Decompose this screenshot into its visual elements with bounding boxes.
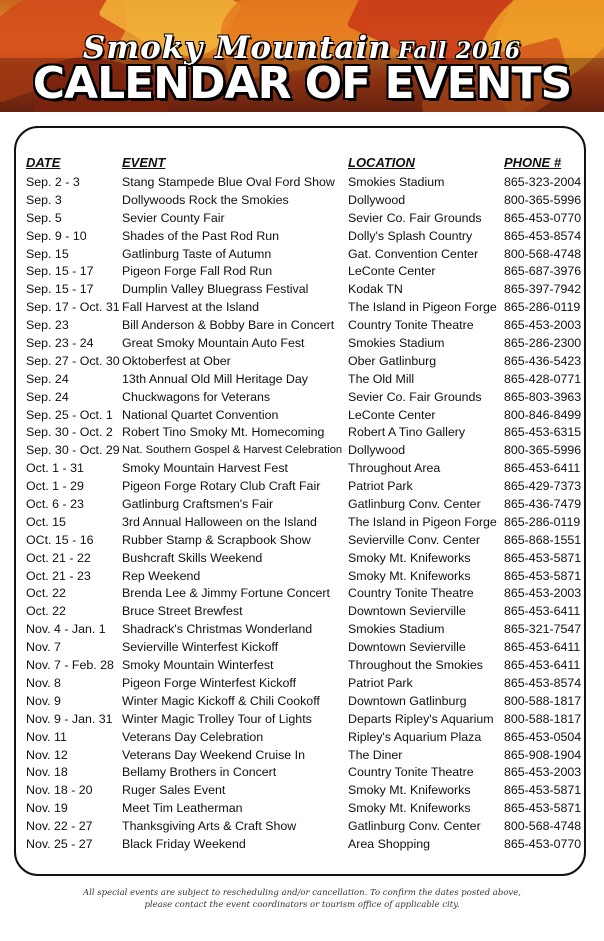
event-location: Dollywood (348, 192, 406, 207)
table-row (0, 675, 604, 693)
event-date: Nov. 25 - 27 (26, 836, 93, 851)
table-row (0, 657, 604, 675)
event-location: Gatlinburg Conv. Center (348, 497, 481, 512)
event-phone: 800-588-1817 (504, 711, 582, 726)
event-phone: 865-453-6411 (504, 461, 581, 476)
table-row (0, 389, 604, 407)
event-date: Sep. 24 (26, 371, 69, 386)
event-phone: 865-453-5871 (504, 550, 582, 565)
event-name: Bushcraft Skills Weekend (122, 550, 263, 565)
event-location: Throughout Area (348, 461, 441, 476)
table-row (0, 442, 604, 460)
event-phone: 865-453-6411 (504, 658, 581, 673)
event-name: Nat. Southern Gospel & Harvest Celebration (122, 444, 343, 457)
event-location: The Island in Pigeon Forge (348, 300, 497, 315)
event-date: Sep. 3 (26, 192, 62, 207)
title-smoky-mountain: Smoky Mountain (82, 30, 392, 66)
event-location: Smoky Mt. Knifeworks (348, 783, 471, 798)
event-location: Country Tonite Theatre (348, 765, 474, 780)
table-row (0, 371, 604, 389)
event-location: Downtown Sevierville (348, 640, 466, 655)
event-name: Sevierville Winterfest Kickoff (122, 640, 279, 655)
event-phone: 865-453-0504 (504, 729, 582, 744)
event-date: Sep. 9 - 10 (26, 228, 87, 243)
event-name: National Quartet Convention (122, 407, 279, 422)
event-location: The Island in Pigeon Forge (348, 514, 497, 529)
event-name: Sevier County Fair (122, 210, 225, 225)
footer-disclaimer (0, 887, 604, 911)
table-row (0, 764, 604, 782)
event-location: Sevier Co. Fair Grounds (348, 210, 482, 225)
table-row (0, 174, 604, 192)
event-location: Smokies Stadium (348, 336, 445, 351)
event-phone: 800-568-4748 (504, 246, 582, 261)
table-row (0, 550, 604, 568)
table-row (0, 711, 604, 729)
table-row (0, 424, 604, 442)
event-location: Country Tonite Theatre (348, 318, 474, 333)
event-name: Thanksgiving Arts & Craft Show (122, 819, 297, 834)
event-location: Downtown Sevierville (348, 604, 466, 619)
footer-line-2: please contact the event coordinators or tourism office of applicable city. (144, 900, 460, 910)
event-date: OCt. 15 - 16 (26, 532, 94, 547)
table-row (0, 603, 604, 621)
event-name: Smoky Mountain Harvest Fest (122, 461, 288, 476)
footer-line-1: All special events are subject to rescheduling and/or cancellation. To confirm the dates posted above, (83, 888, 521, 898)
table-row (0, 460, 604, 478)
event-name: Oktoberfest at Ober (122, 353, 231, 368)
event-name: Shades of the Past Rod Run (122, 228, 280, 243)
event-name: Dollywoods Rock the Smokies (122, 192, 289, 207)
event-phone: 865-286-2300 (504, 336, 582, 351)
event-name: Smoky Mountain Winterfest (122, 658, 274, 673)
table-row (0, 836, 604, 854)
event-phone: 865-803-3963 (504, 389, 582, 404)
event-date: Oct. 22 (26, 586, 66, 601)
event-phone: 865-436-7479 (504, 497, 582, 512)
event-date: Nov. 12 (26, 747, 68, 762)
event-name: 13th Annual Old Mill Heritage Day (122, 371, 308, 386)
table-row (0, 353, 604, 371)
event-date: Sep. 15 - 17 (26, 264, 94, 279)
event-location: Sevierville Conv. Center (348, 532, 480, 547)
event-name: Pigeon Forge Fall Rod Run (122, 264, 273, 279)
event-name: Great Smoky Mountain Auto Fest (122, 336, 305, 351)
event-location: Dollywood (348, 443, 406, 458)
event-phone: 800-365-5996 (504, 192, 582, 207)
event-name: 3rd Annual Halloween on the Island (122, 514, 317, 529)
table-row (0, 514, 604, 532)
event-phone: 800-568-4748 (504, 819, 582, 834)
event-location: Downtown Gatlinburg (348, 693, 467, 708)
event-name: Robert Tino Smoky Mt. Homecoming (122, 425, 325, 440)
event-name: Rubber Stamp & Scrapbook Show (122, 532, 311, 547)
event-phone: 800-365-5996 (504, 443, 582, 458)
event-location: Country Tonite Theatre (348, 586, 474, 601)
table-row (0, 800, 604, 818)
event-date: Nov. 11 (26, 729, 67, 744)
event-location: Sevier Co. Fair Grounds (348, 389, 482, 404)
event-name: Veterans Day Weekend Cruise In (122, 747, 305, 762)
column-header-event: EVENT (122, 155, 166, 170)
event-location: Area Shopping (348, 836, 430, 851)
event-phone: 865-868-1551 (504, 532, 582, 547)
event-location: LeConte Center (348, 264, 436, 279)
event-date: Oct. 21 - 22 (26, 550, 91, 565)
event-name: Winter Magic Trolley Tour of Lights (122, 711, 312, 726)
table-row (0, 693, 604, 711)
event-date: Sep. 5 (26, 210, 62, 225)
event-date: Oct. 22 (26, 604, 66, 619)
event-date: Oct. 6 - 23 (26, 497, 84, 512)
event-location: Smoky Mt. Knifeworks (348, 550, 471, 565)
event-location: Patriot Park (348, 479, 413, 494)
event-name: Brenda Lee & Jimmy Fortune Concert (122, 586, 330, 601)
event-phone: 865-453-0770 (504, 836, 582, 851)
event-date: Nov. 9 (26, 693, 61, 708)
event-name: Shadrack's Christmas Wonderland (122, 622, 313, 637)
event-name: Winter Magic Kickoff & Chili Cookoff (122, 693, 320, 708)
event-phone: 865-323-2004 (504, 175, 582, 189)
header-banner (0, 0, 604, 112)
event-phone: 865-453-6411 (504, 604, 581, 619)
event-phone: 865-453-2003 (504, 765, 582, 780)
table-row (0, 210, 604, 228)
event-phone: 800-846-8499 (504, 407, 582, 422)
event-date: Sep. 30 - Oct. 2 (26, 425, 113, 440)
event-location: The Diner (348, 747, 403, 762)
event-name: Dumplin Valley Bluegrass Festival (122, 282, 309, 297)
event-phone: 865-397-7942 (504, 282, 582, 297)
event-date: Sep. 25 - Oct. 1 (26, 407, 113, 422)
event-name: Fall Harvest at the Island (122, 300, 260, 315)
event-date: Sep. 15 - 17 (26, 282, 94, 297)
table-row (0, 192, 604, 210)
event-phone: 865-453-0770 (504, 210, 582, 225)
event-phone: 865-687-3976 (504, 264, 582, 279)
event-phone: 865-453-2003 (504, 318, 582, 333)
table-row (0, 317, 604, 335)
event-name: Bellamy Brothers in Concert (122, 765, 277, 780)
event-phone: 865-453-8574 (504, 228, 582, 243)
event-phone: 865-453-2003 (504, 586, 582, 601)
column-header-date: DATE (26, 155, 61, 170)
table-row (0, 263, 604, 281)
event-name: Bill Anderson & Bobby Bare in Concert (122, 318, 335, 333)
event-date: Nov. 19 (26, 801, 68, 816)
event-location: Robert A Tino Gallery (348, 425, 466, 440)
event-phone: 800-588-1817 (504, 693, 582, 708)
table-row (0, 585, 604, 603)
event-date: Nov. 22 - 27 (26, 819, 93, 834)
event-date: Nov. 18 - 20 (26, 783, 93, 798)
page-title: CALENDAR OF EVENTS (32, 58, 572, 109)
event-name: Chuckwagons for Veterans (122, 389, 271, 404)
table-row (0, 568, 604, 586)
event-location: Smoky Mt. Knifeworks (348, 568, 471, 583)
table-row (0, 228, 604, 246)
title-season: Fall 2016 (397, 38, 522, 64)
event-location: Gatlinburg Conv. Center (348, 819, 481, 834)
event-phone: 865-429-7373 (504, 479, 582, 494)
events-table (0, 174, 604, 854)
event-name: Gatlinburg Craftsmen's Fair (122, 497, 274, 512)
event-phone: 865-453-8574 (504, 675, 582, 690)
table-row (0, 729, 604, 747)
table-row (0, 532, 604, 550)
event-location: The Old Mill (348, 371, 415, 386)
event-date: Oct. 21 - 23 (26, 568, 91, 583)
event-phone: 865-908-1904 (504, 747, 582, 762)
event-date: Sep. 15 (26, 246, 69, 261)
event-date: Sep. 24 (26, 389, 69, 404)
column-header-phone: PHONE # (504, 155, 562, 170)
event-phone: 865-453-5871 (504, 783, 582, 798)
event-name: Bruce Street Brewfest (122, 604, 243, 619)
event-location: Smokies Stadium (348, 175, 445, 189)
event-date: Sep. 30 - Oct. 29 (26, 443, 120, 458)
event-name: Rep Weekend (122, 568, 201, 583)
table-row (0, 299, 604, 317)
event-location: Patriot Park (348, 675, 413, 690)
event-location: LeConte Center (348, 407, 436, 422)
event-phone: 865-286-0119 (504, 300, 581, 315)
event-name: Gatlinburg Taste of Autumn (122, 246, 272, 261)
event-date: Nov. 7 (26, 640, 61, 655)
table-row (0, 747, 604, 765)
event-location: Ober Gatlinburg (348, 353, 437, 368)
table-row (0, 621, 604, 639)
event-date: Nov. 9 - Jan. 31 (26, 711, 113, 726)
event-phone: 865-321-7547 (504, 622, 582, 637)
table-row (0, 246, 604, 264)
event-location: Kodak TN (348, 282, 403, 297)
event-date: Nov. 4 - Jan. 1 (26, 622, 106, 637)
event-date: Sep. 23 (26, 318, 69, 333)
event-name: Meet Tim Leatherman (122, 801, 243, 816)
table-row (0, 335, 604, 353)
event-phone: 865-453-6315 (504, 425, 582, 440)
event-location: Dolly's Splash Country (348, 228, 473, 243)
event-location: Smoky Mt. Knifeworks (348, 801, 471, 816)
event-phone: 865-428-0771 (504, 371, 582, 386)
table-row (0, 407, 604, 425)
event-date: Nov. 8 (26, 675, 61, 690)
event-name: Veterans Day Celebration (122, 729, 264, 744)
event-phone: 865-453-5871 (504, 568, 582, 583)
event-phone: 865-453-5871 (504, 801, 582, 816)
table-row (0, 281, 604, 299)
table-row (0, 478, 604, 496)
event-name: Pigeon Forge Rotary Club Craft Fair (122, 479, 321, 494)
event-location: Ripley's Aquarium Plaza (348, 729, 482, 744)
event-name: Stang Stampede Blue Oval Ford Show (122, 175, 335, 189)
event-name: Pigeon Forge Winterfest Kickoff (122, 675, 297, 690)
event-name: Ruger Sales Event (122, 783, 226, 798)
table-row (0, 818, 604, 836)
table-row (0, 496, 604, 514)
event-location: Smokies Stadium (348, 622, 445, 637)
event-date: Nov. 7 - Feb. 28 (26, 658, 114, 673)
column-header-location: LOCATION (348, 155, 415, 170)
event-date: Nov. 18 (26, 765, 68, 780)
event-phone: 865-453-6411 (504, 640, 581, 655)
table-row (0, 782, 604, 800)
event-date: Oct. 1 - 29 (26, 479, 84, 494)
event-date: Oct. 15 (26, 514, 66, 529)
event-date: Sep. 23 - 24 (26, 336, 94, 351)
event-location: Departs Ripley's Aquarium (348, 711, 494, 726)
event-date: Oct. 1 - 31 (26, 461, 84, 476)
event-phone: 865-436-5423 (504, 353, 582, 368)
event-name: Black Friday Weekend (122, 836, 246, 851)
event-date: Sep. 17 - Oct. 31 (26, 300, 120, 315)
table-row (0, 639, 604, 657)
event-location: Gat. Convention Center (348, 246, 479, 261)
event-date: Sep. 27 - Oct. 30 (26, 353, 120, 368)
event-date: Sep. 2 - 3 (26, 175, 80, 189)
event-phone: 865-286-0119 (504, 514, 581, 529)
event-location: Throughout the Smokies (348, 658, 483, 673)
